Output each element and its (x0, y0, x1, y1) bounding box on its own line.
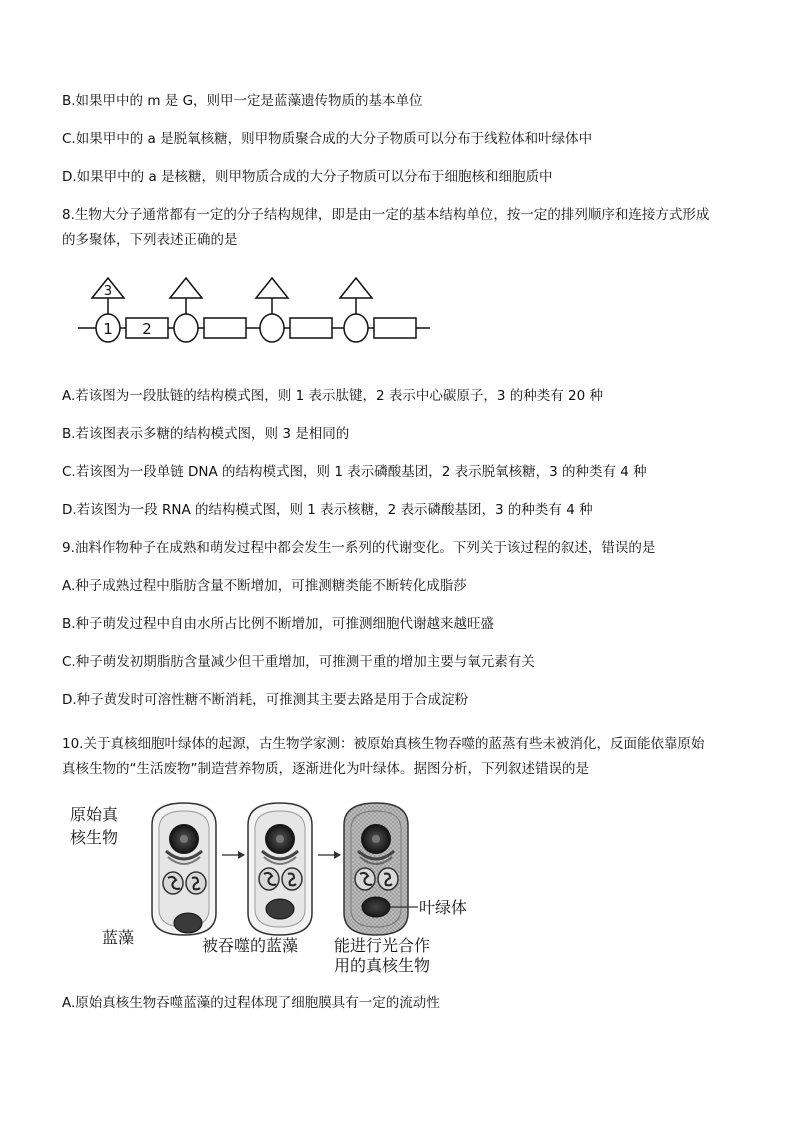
polymer-chain-figure (62, 268, 462, 364)
q7-option-d: D.如果甲中的 a 是核糖，则甲物质合成的大分子物质可以分布于细胞核和细胞质中 (62, 169, 553, 185)
chain-triangle (340, 278, 372, 298)
q7-option-c: C.如果甲中的 a 是脱氧核糖，则甲物质聚合成的大分子物质可以分布于线粒体和叶绿体中 (62, 131, 593, 147)
chain-ellipse (260, 314, 284, 342)
label-primitive-line2: 核生物 (70, 828, 119, 847)
label-engulfed: 被吞噬的蓝藻 (202, 936, 299, 955)
label-primitive-line1: 原始真 (70, 805, 119, 824)
arrow-icon (334, 851, 341, 859)
chain-label-1: 1 (103, 320, 113, 338)
label-photosynthetic-line2: 用的真核生物 (334, 956, 431, 975)
cell-engulfing (248, 803, 312, 935)
q8-option-b: B.若该图表示多糖的结构模式图，则 3 是相同的 (62, 426, 350, 442)
q9-option-b: B.种子萌发过程中自由水所占比例不断增加，可推测细胞代谢越来越旺盛 (62, 616, 495, 632)
chain-ellipse (344, 314, 368, 342)
q9-option-c: C.种子萌发初期脂肪含量减少但干重增加，可推测干重的增加主要与氧元素有关 (62, 654, 535, 670)
chain-ellipse (174, 314, 198, 342)
q10-stem-line2: 真核生物的“生活废物”制造营养物质，逐渐进化为叶绿体。据图分析，下列叙述错误的是 (62, 761, 589, 777)
label-cyanobacteria: 蓝藻 (102, 928, 135, 947)
q9-option-d: D.种子黄发时可溶性糖不断消耗，可推测其主要去路是用于合成淀粉 (62, 692, 469, 708)
q9-stem: 9.油料作物种子在成熟和萌发过程中都会发生一系列的代谢变化。下列关于该过程的叙述，错误的是 (62, 540, 656, 556)
label-photosynthetic-line1: 能进行光合作 (334, 936, 431, 955)
engulfed-cyanobacterium (266, 899, 294, 919)
q8-stem-line2: 的多聚体，下列表述正确的是 (62, 232, 238, 248)
q8-option-d: D.若该图为一段 RNA 的结构模式图，则 1 表示核糖，2 表示磷酸基团，3 的种类有 4 种 (62, 502, 593, 518)
cell-evolution-figure (62, 795, 492, 975)
q7-option-b: B.如果甲中的 m 是 G，则甲一定是蓝藻遗传物质的基本单位 (62, 93, 423, 109)
chain-triangle (170, 278, 202, 298)
q10-stem-line1: 10.关于真核细胞叶绿体的起源，古生物学家测：被原始真核生物吞噬的蓝蒸有些未被消化，反面能依靠原始 (62, 736, 705, 752)
q8-option-a: A.若该图为一段肽链的结构模式图，则 1 表示肽键，2 表示中心碳原子，3 的种类有 20 种 (62, 388, 603, 404)
label-chloroplast: 叶绿体 (419, 898, 468, 917)
arrow-icon (238, 851, 245, 859)
q8-option-c: C.若该图为一段单链 DNA 的结构模式图，则 1 表示磷酸基团，2 表示脱氧核糖，3 的种类有 4 种 (62, 464, 647, 480)
cell-photosynthetic-eukaryote (344, 803, 408, 935)
chain-rect (204, 318, 246, 338)
chain-rect (290, 318, 332, 338)
chain-rect (374, 318, 416, 338)
chain-triangle (256, 278, 288, 298)
q8-stem-line1: 8.生物大分子通常都有一定的分子结构规律，即是由一定的基本结构单位，按一定的排列顺序和连接方式形成 (62, 207, 710, 223)
cyanobacterium (174, 913, 202, 933)
q9-option-a: A.种子成熟过程中脂肪含量不断增加，可推测糖类能不断转化成脂莎 (62, 578, 467, 594)
chloroplast (362, 897, 390, 917)
chain-label-3: 3 (103, 284, 113, 299)
chain-label-2: 2 (142, 320, 152, 338)
q10-option-a: A.原始真核生物吞噬蓝藻的过程体现了细胞膜具有一定的流动性 (62, 995, 440, 1011)
